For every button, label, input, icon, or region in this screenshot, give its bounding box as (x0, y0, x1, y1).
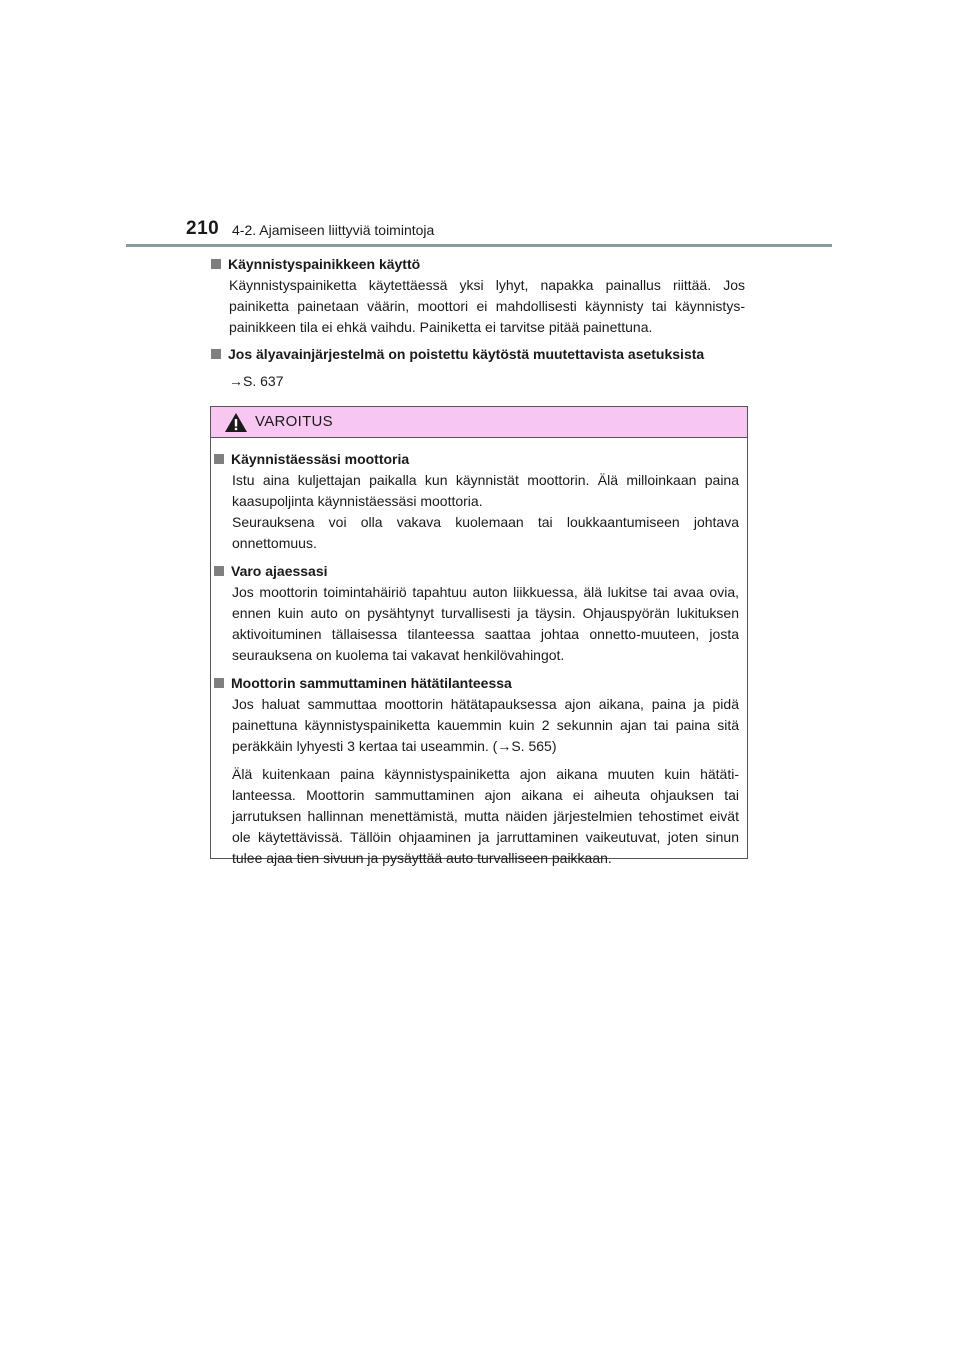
warning-body (211, 438, 747, 869)
arrow-right-icon: → (229, 373, 243, 389)
warning-title: VAROITUS (255, 413, 333, 430)
page-number: 210 (186, 218, 220, 239)
warning-item (214, 561, 739, 666)
warning-paragraph: Istu aina kuljettajan paikalla kun käynnistät moottorin. Älä milloinkaan paina kaasupoljinta käynnistäessäsi moottoria. (232, 472, 739, 509)
page-reference-text: S. 637 (243, 373, 284, 389)
section-heading (211, 344, 745, 365)
warning-box (210, 406, 748, 866)
page-reference[interactable] (211, 371, 745, 392)
section-heading-text: Käynnistyspainikkeen käyttö (228, 256, 421, 272)
section-title: 4-2. Ajamiseen liittyviä toimintoja (232, 222, 435, 238)
square-bullet-icon (211, 259, 221, 269)
warning-item-heading-text: Varo ajaessasi (231, 563, 328, 579)
section-heading-text: Jos älyavainjärjestelmä on poistettu käytöstä muutettavista asetuksista (228, 346, 705, 362)
section-smart-key-disabled (211, 344, 745, 392)
warning-item (214, 673, 739, 869)
header-rule (126, 244, 832, 247)
warning-item-heading-text: Käynnistäessäsi moottoria (231, 451, 410, 467)
warning-item-heading (214, 449, 739, 470)
main-content (211, 254, 745, 398)
section-start-button-usage (211, 254, 745, 338)
warning-paragraph: Seurauksena voi olla vakava kuolemaan tai loukkaantumiseen johtava onnettomuus. (232, 514, 739, 551)
warning-item-heading (214, 673, 739, 694)
warning-item-heading-text: Moottorin sammuttaminen hätätilanteessa (231, 675, 512, 691)
warning-paragraph: Jos haluat sammuttaa moottorin hätätapauksessa ajon aikana, paina ja pidä painettuna käynnistyspainiketta kauemmin kuin 2 sekunnin ajan tai paina sitä peräkkäin lyhyesti 3 kertaa tai useammin. (→S. 565) (232, 696, 739, 754)
section-heading (211, 254, 745, 275)
warning-paragraph: Jos moottorin toimintahäiriö tapahtuu auton liikkuessa, älä lukitse tai avaa ovia, ennen kuin auto on pysähtynyt turvallisesti ja täysin. Ohjauspyörän lukituksen aktivoituminen tällaisessa tilanteessa saattaa johtaa onnetto-muuteen, josta seurauksena on kuolema tai vakavat henkilövahingot. (232, 584, 739, 663)
square-bullet-icon (214, 566, 224, 576)
warning-item (214, 449, 739, 554)
square-bullet-icon (214, 454, 224, 464)
section-paragraph: Käynnistyspainiketta käytettäessä yksi lyhyt, napakka painallus riittää. Jos painiketta painetaan väärin, moottori ei mahdollisesti käynnisty tai käynnistys-painikkeen tila ei ehkä vaihdu. Painiketta ei tarvitse pitää painettuna. (229, 277, 745, 335)
warning-header (211, 407, 747, 438)
warning-paragraph: Älä kuitenkaan paina käynnistyspainiketta ajon aikana muuten kuin hätäti-lanteessa. Moottorin sammuttaminen ajon aikana ei aiheuta ohjauksen tai jarrutuksen hallinnan menettämistä, mutta näiden järjestelmien tehostimet eivät ole käytettävissä. Tällöin ohjaaminen ja jarruttaminen vaikeutuvat, joten sinun tulee ajaa tien sivuun ja pysäyttää auto turvalliseen paikkaan. (232, 766, 739, 866)
warning-item-heading (214, 561, 739, 582)
warning-triangle-icon (224, 412, 248, 433)
square-bullet-icon (211, 349, 221, 359)
square-bullet-icon (214, 678, 224, 688)
